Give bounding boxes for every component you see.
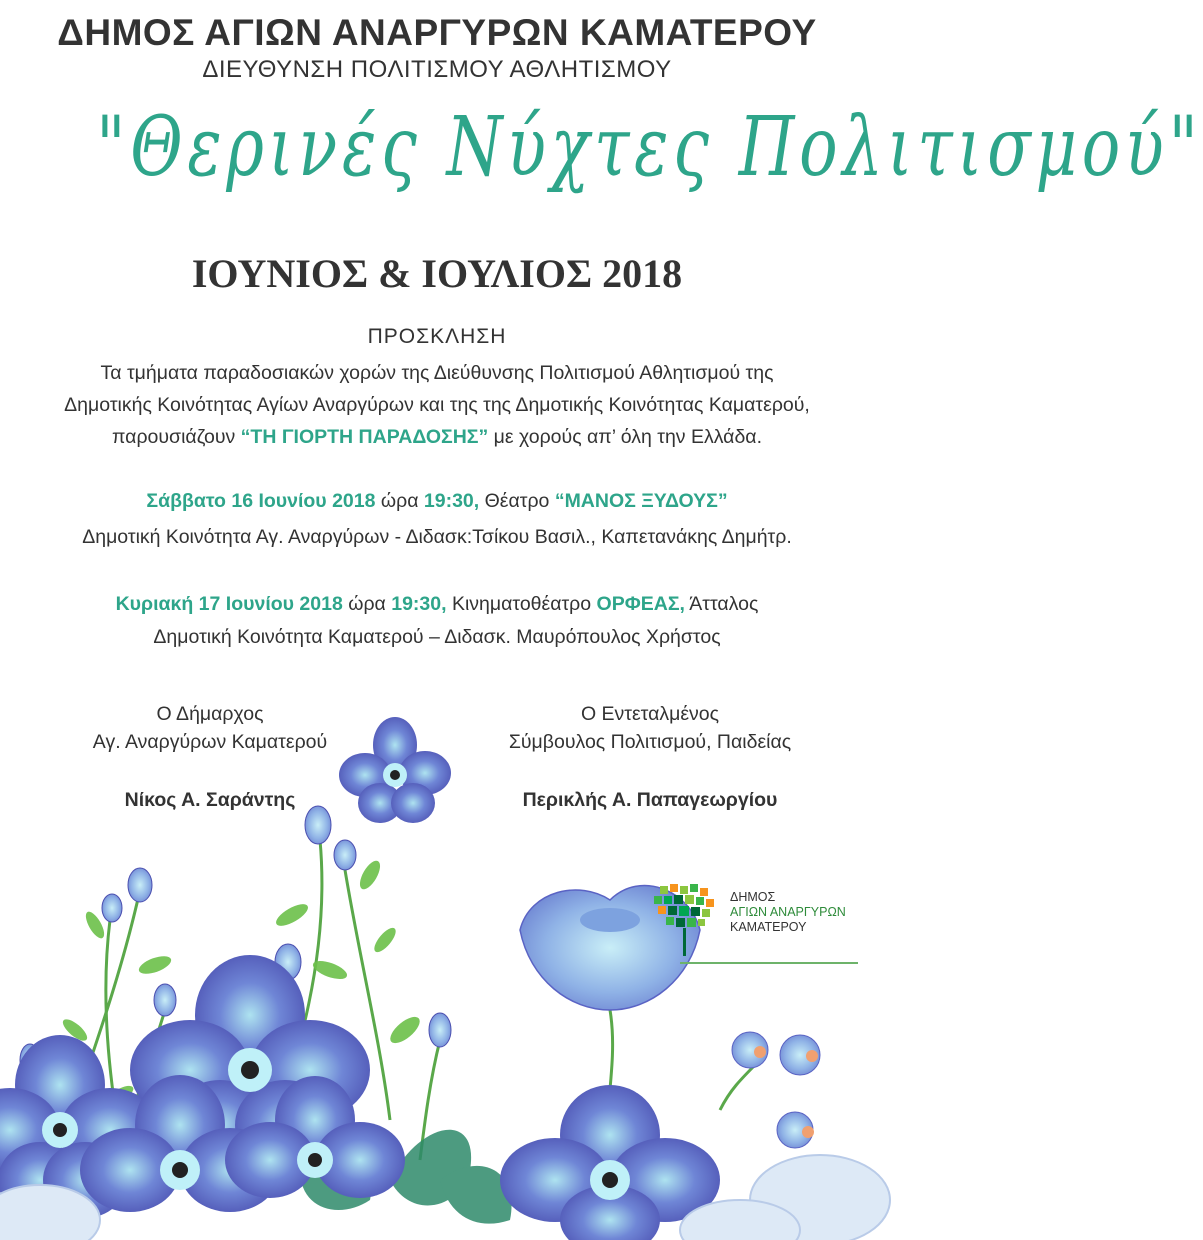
mayor-signature-block — [40, 700, 380, 814]
event2-venue: ΟΡΦΕΑΣ, — [596, 593, 685, 615]
mayor-organization: Αγ. Αναργύρων Καματερού — [92, 731, 328, 753]
event2-details: Δημοτική Κοινότητα Καματερού – Διδασκ. Μαυρόπουλος Χρήστος — [153, 626, 721, 648]
councillor-role: Σύμβουλος Πολιτισμού, Παιδείας — [508, 731, 792, 753]
org-subtitle: ΔΙΕΥΘΥΝΣΗ ΠΟΛΙΤΙΣΜΟΥ ΑΘΛΗΤΙΣΜΟΥ — [202, 56, 672, 83]
event2-venue-place: Άτταλος — [684, 593, 759, 615]
intro-line: Τα τμήματα παραδοσιακών χορών της Διεύθυνσης Πολιτισμού Αθλητισμού της — [100, 362, 774, 384]
municipality-logo — [650, 882, 860, 967]
event2-date: Κυριακή 17 Ιουνίου 2018 — [115, 593, 343, 615]
logo-line: ΚΑΜΑΤΕΡΟΥ — [730, 920, 807, 934]
intro-line — [0, 426, 874, 449]
event1-time: 19:30, — [423, 490, 480, 512]
event-title: "Θερινές Νύχτες Πολιτισμού" — [96, 100, 1203, 195]
event1-venue-label: Θέατρο — [479, 490, 555, 512]
org-title: ΔΗΜΟΣ ΑΓΙΩΝ ΑΝΑΡΓΥΡΩΝ ΚΑΜΑΤΕΡΟΥ — [57, 12, 817, 53]
mayor-name: Νίκος Α. Σαράντης — [124, 789, 296, 811]
tree-logo-icon — [650, 882, 720, 962]
logo-line: ΑΓΙΩΝ ΑΝΑΡΓΥΡΩΝ — [730, 905, 846, 919]
event1-time-label: ώρα — [375, 490, 424, 512]
event2-time-label: ώρα — [342, 593, 392, 615]
event-name-highlight: “ΤΗ ΓΙΟΡΤΗ ΠΑΡΑΔΟΣΗΣ” — [240, 426, 489, 448]
councillor-name: Περικλής Α. Παπαγεωργίου — [522, 789, 778, 811]
councillor-signature-block — [470, 700, 830, 814]
event2-venue-label: Κινηματοθέατρο — [446, 593, 597, 615]
event-dates: ΙΟΥΝΙΟΣ & ΙΟΥΛΙΟΣ 2018 — [191, 251, 683, 296]
event1-details: Δημοτική Κοινότητα Αγ. Αναργύρων - Διδασκ:Τσίκου Βασιλ., Καπετανάκης Δημήτρ. — [82, 526, 792, 548]
event1-venue: “ΜΑΝΟΣ ΞΥΔΟΥΣ” — [554, 490, 728, 512]
invitation-label: ΠΡΟΣΚΛΗΣΗ — [367, 325, 507, 348]
intro-text: με χορούς απ’ όλη την Ελλάδα. — [488, 426, 762, 448]
logo-line: ΔΗΜΟΣ — [730, 890, 776, 904]
mayor-title: Ο Δήμαρχος — [156, 703, 264, 725]
councillor-title: Ο Εντεταλμένος — [580, 703, 720, 725]
logo-text — [730, 890, 846, 935]
logo-underline — [680, 962, 858, 964]
intro-text: παρουσιάζουν — [112, 426, 241, 448]
event1-schedule — [0, 490, 874, 513]
event2-schedule — [0, 593, 874, 616]
event1-date: Σάββατο 16 Ιουνίου 2018 — [146, 490, 376, 512]
intro-line: Δημοτικής Κοινότητας Αγίων Αναργύρων και της της Δημοτικής Κοινότητας Καματερού, — [64, 394, 810, 416]
event2-time: 19:30, — [391, 593, 447, 615]
